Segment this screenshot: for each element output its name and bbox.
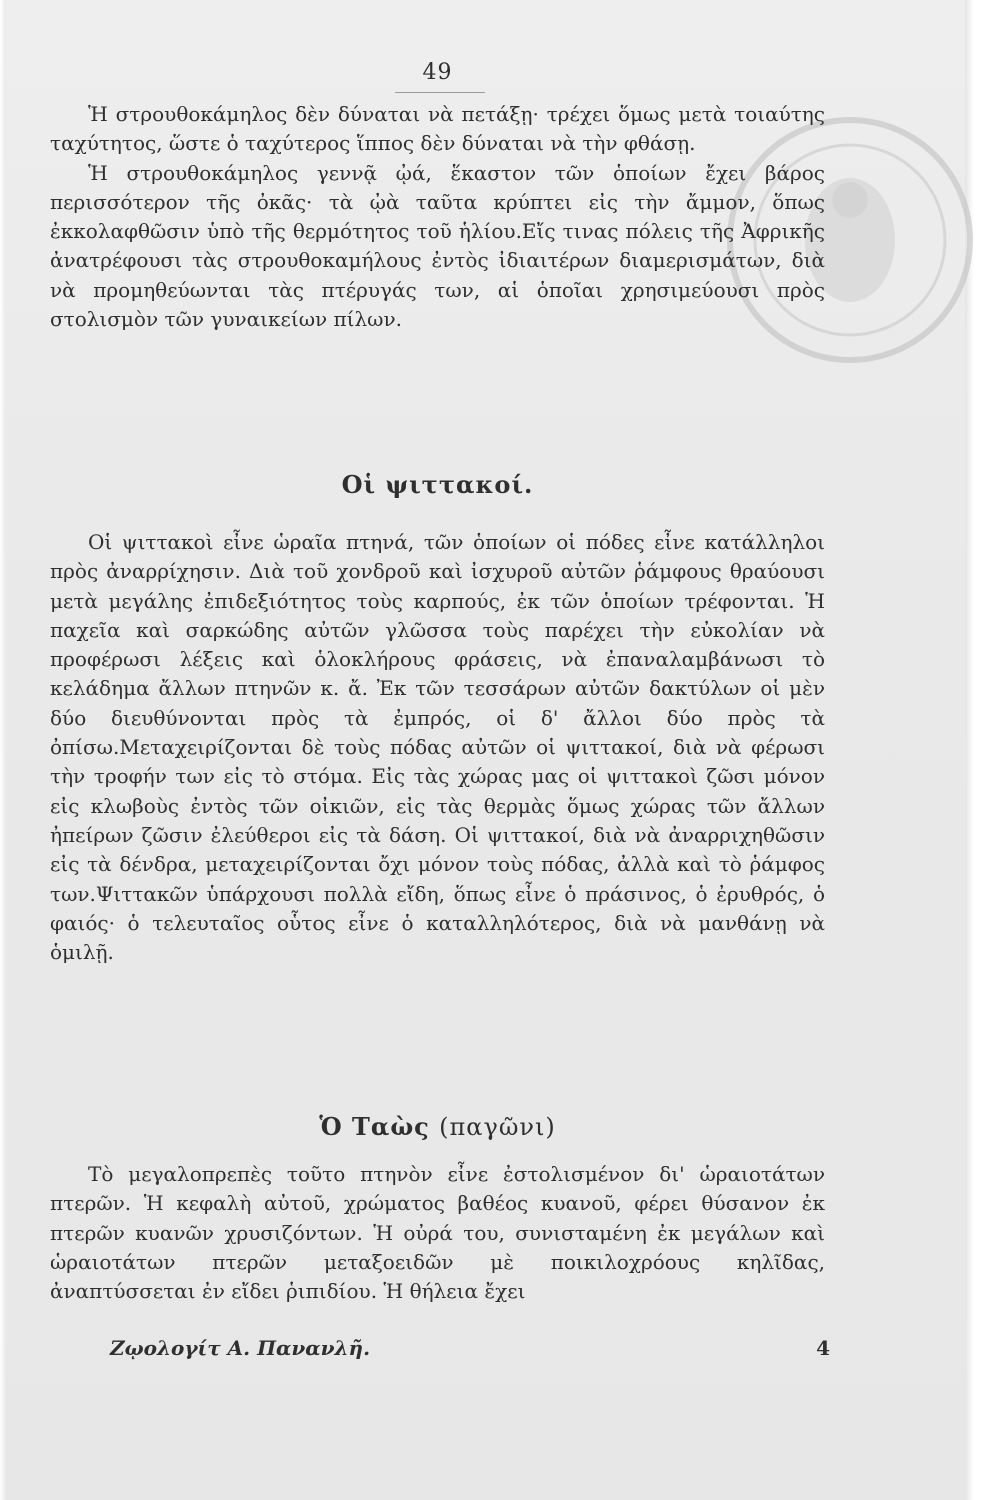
page-number: 49 [422, 60, 453, 85]
paragraph: Ἡ στρουθοκάμηλος γεννᾷ ᾠά, ἕκαστον τῶν ὁποίων ἔχει βάρος περισσότερον τῆς ὀκᾶς· τὰ ᾠὰ ταῦτα κρύπτει εἰς τὴν ἄμμον, ὅπως ἐκκολαφθῶσιν ὑπὸ τῆς θερμότητος τοῦ ἡλίου.Εἴς τινας πόλεις τῆς Ἀφρικῆς ἀνατρέφουσι τὰς στρουθοκαμήλους ἐντὸς ἰδιαιτέρων διαμερισμάτων, διὰ νὰ προμηθεύωνται τὰς πτέρυγάς των, αἱ ὁποῖαι χρησιμεύουσι πρὸς στολισμὸν τῶν γυναικείων πίλων. [50, 160, 825, 332]
footer-sheet-number: 4 [816, 1336, 830, 1360]
paragraph: Οἱ ψιττακοὶ εἶνε ὡραῖα πτηνά, τῶν ὁποίων οἱ πόδες εἶνε κατάλληλοι πρὸς ἀναρρίχησιν. Διὰ τοῦ χονδροῦ καὶ ἰσχυροῦ αὐτῶν ῥάμφους θραύουσι μετὰ μεγάλης ἐπιδεξιότητος τοὺς καρπούς, ἐκ τῶν ὁποίων τρέφονται. Ἡ παχεῖα καὶ σαρκώδης αὐτῶν γλῶσσα τοὺς παρέχει τὴν εὐκολίαν νὰ προφέρωσι λέξεις καὶ ὁλοκλήρους φράσεις, νὰ ἐπαναλαμβάνωσι τὸ κελάδημα ἄλλων πτηνῶν κ. ἄ. Ἐκ τῶν τεσσάρων αὐτῶν δακτύλων οἱ μὲν δύο διευθύνονται πρὸς τὰ ἐμπρός, οἱ δ' ἄλλοι δύο πρὸς τὰ ὀπίσω.Μεταχειρίζονται δὲ τοὺς πόδας αὐτῶν οἱ ψιττακοί, διὰ νὰ φέρωσι τὴν τροφήν των εἰς τὸ στόμα. Εἰς τὰς χώρας μας οἱ ψιττακοὶ ζῶσι μόνον εἰς κλωβοὺς ἐντὸς τῶν οἰκιῶν, εἰς τὰς θερμὰς ὅμως χώρας τῶν ἄλλων ἠπείρων ζῶσιν ἐλεύθεροι εἰς τὰ δάση. Οἱ ψιττακοί, διὰ νὰ ἀναρριχηθῶσιν εἰς τὰ δένδρα, μεταχειρίζονται ὄχι μόνον τοὺς πόδας, ἀλλὰ καὶ τὸ ῥάμφος των.Ψιττακῶν ὑπάρχουσι πολλὰ εἴδη, ὅπως εἶνε ὁ πράσινος, ὁ ἐρυθρός, ὁ φαιός· ὁ τελευταῖος οὗτος εἶνε ὁ καταλληλότερος, διὰ νὰ μανθάνῃ νὰ ὁμιλῇ. [50, 530, 825, 965]
heading-parrots: Οἱ ψιττακοί. [341, 470, 534, 499]
footer-signature: Ζῳολογίτ Α. Πανανλῆ. [110, 1336, 371, 1360]
paragraph: Τὸ μεγαλοπρεπὲς τοῦτο πτηνὸν εἶνε ἐστολισμένον δι' ὡραιοτάτων πτερῶν. Ἡ κεφαλὴ αὐτοῦ, χρώματος βαθέος κυανοῦ, φέρει θύσανον ἐκ πτερῶν κυανῶν χρυσιζόντων. Ἡ οὐρά του, συνισταμένη ἐκ μεγάλων καὶ ὡραιοτάτων πτερῶν μεταξοειδῶν μὲ ποικιλοχρόους κηλῖδας, ἀναπτύσσεται ἐν εἴδει ῥιπιδίου. Ἡ θήλεια ἔχει [50, 1162, 825, 1304]
heading-peacock-title: Ὁ Ταὼς [319, 1112, 430, 1141]
peacock-section [50, 1160, 825, 1306]
page-footer [110, 1336, 830, 1360]
header-rule [395, 92, 485, 93]
page-left-edge [0, 0, 6, 1500]
heading-peacock [0, 1112, 875, 1141]
paragraph: Ἡ στρουθοκάμηλος δὲν δύναται νὰ πετάξῃ· τρέχει ὅμως μετὰ τοιαύτης ταχύτητος, ὥστε ὁ ταχύτερος ἵππος δὲν δύναται νὰ τὴν φθάσῃ. [50, 102, 825, 156]
heading-peacock-paren: (παγῶνι) [439, 1113, 556, 1141]
ostrich-section [50, 100, 825, 334]
parrots-section [50, 528, 825, 967]
